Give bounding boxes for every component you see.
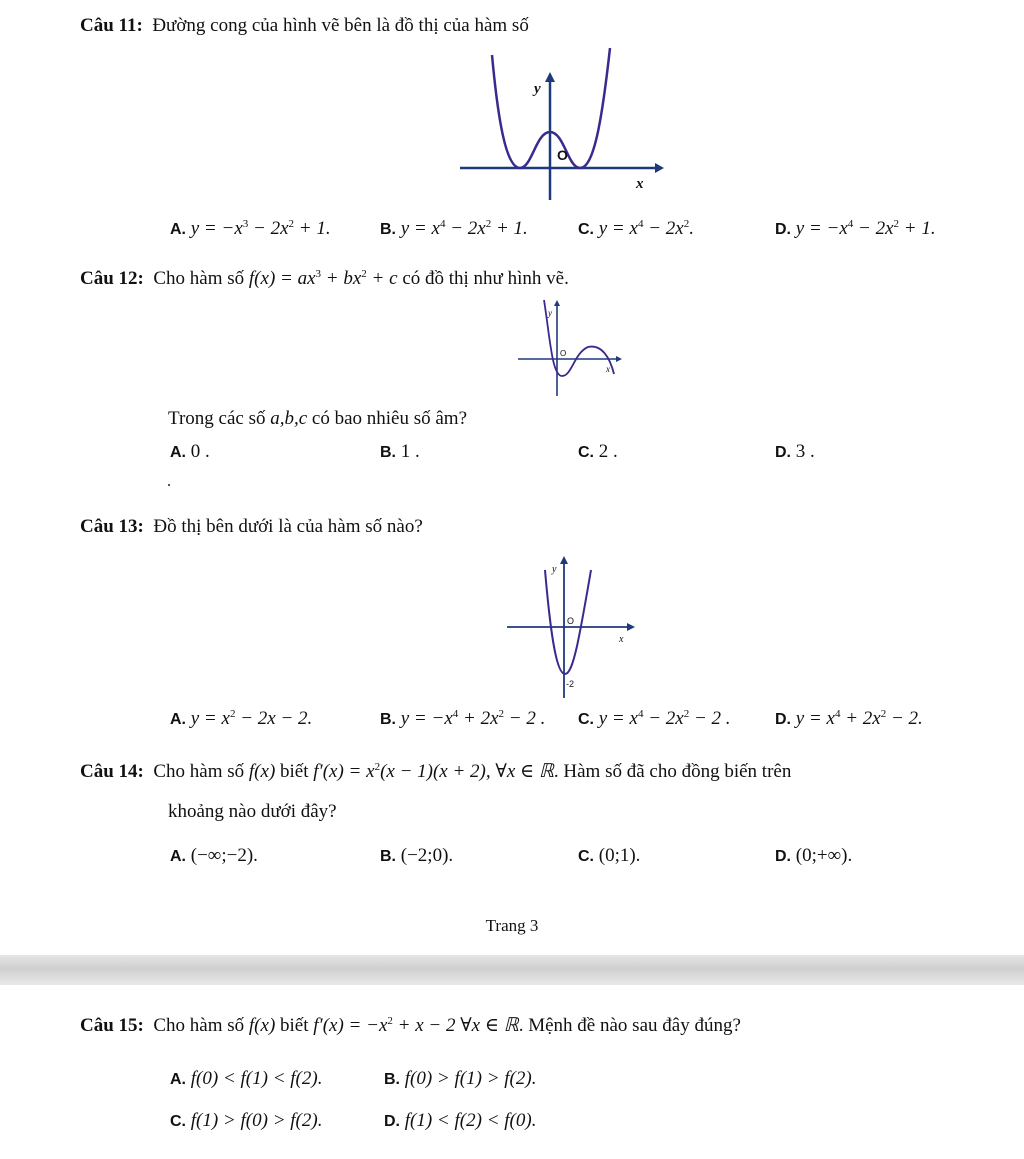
q15-derivative: f′(x) = −x	[313, 1015, 388, 1036]
option-label: C.	[578, 444, 594, 461]
q15-option-a[interactable]: A. f(0) < f(1) < f(2).	[170, 1068, 323, 1089]
q11-text: Đường cong của hình vẽ bên là đồ thị của hàm số	[152, 15, 529, 36]
option-label: B.	[380, 711, 396, 728]
q14-option-d[interactable]: D. (0;+∞).	[775, 845, 853, 866]
q11-label: Câu 11:	[80, 15, 143, 36]
q11-option-b[interactable]: B. $y = x^4 - 2x^2 + 1$.	[380, 218, 528, 239]
q11-x-label: x	[636, 176, 644, 192]
option-label: D.	[775, 444, 791, 461]
q13-min-label: -2	[566, 679, 575, 689]
q13-option-a[interactable]: A. $y = x^2 - 2x - 2$.	[170, 708, 313, 729]
q13-heading	[80, 516, 423, 538]
q13-label: Câu 13:	[80, 516, 144, 537]
q12-origin-label: O	[560, 349, 567, 358]
page-break	[0, 955, 1024, 985]
q11-origin-label: O	[557, 147, 568, 163]
q13-y-label: y	[552, 564, 557, 575]
q14-text-line2: khoảng nào dưới đây?	[168, 801, 337, 822]
q13-x-label: x	[619, 634, 624, 645]
q11-heading	[80, 15, 529, 37]
q13-option-c[interactable]: C. $y = x^4 - 2x^2 - 2$ .	[578, 708, 731, 729]
q14-derivative: f′(x) = x	[313, 761, 375, 782]
option-label: D.	[775, 221, 791, 238]
q11-option-a[interactable]: A. $y = -x^3 - 2x^2 + 1$.	[170, 218, 331, 239]
q15-option-c[interactable]: C. f(1) > f(0) > f(2).	[170, 1110, 323, 1131]
option-label: B.	[380, 848, 396, 865]
option-label: B.	[384, 1071, 400, 1088]
q12-question: Trong các số a,b,c có bao nhiêu số âm?	[168, 408, 468, 429]
page-footer: Trang 3	[485, 916, 539, 935]
q14-label: Câu 14:	[80, 761, 144, 782]
option-label: C.	[578, 221, 594, 238]
q12-y-label: y	[548, 308, 552, 318]
q11-y-label: y	[534, 81, 541, 97]
option-label: B.	[380, 444, 396, 461]
q13-text: Đồ thị bên dưới là của hàm số nào?	[153, 516, 423, 537]
q14-option-a[interactable]: A. (−∞;−2).	[170, 845, 258, 866]
q14-option-b[interactable]: B. (−2;0).	[380, 845, 454, 866]
q12-x-label: x	[606, 364, 610, 374]
option-label: A.	[170, 444, 186, 461]
option-label: C.	[578, 711, 594, 728]
option-label: A.	[170, 1071, 186, 1088]
option-label: A.	[170, 848, 186, 865]
q14-option-c[interactable]: C. (0;1).	[578, 845, 641, 866]
q15-heading: Câu 15: Cho hàm số f(x) biết $f'(x) = -x^2 + x - 2$ ∀x ∈ ℝ. Mệnh đề nào sau đây đúng?	[80, 1015, 741, 1036]
q11-graph	[460, 40, 680, 200]
q15-option-d[interactable]: D. f(1) < f(2) < f(0).	[384, 1110, 537, 1131]
option-label: D.	[775, 711, 791, 728]
q12-function: f(x) = ax	[248, 268, 316, 289]
q12-heading: Câu 12: Cho hàm số $f(x) = ax^3 + bx^2 + c$ có đồ thị như hình vẽ.	[80, 268, 569, 289]
q12-option-d[interactable]: D. 3 .	[775, 441, 815, 462]
q15-label: Câu 15:	[80, 1015, 144, 1036]
option-label: C.	[170, 1113, 186, 1130]
q14-heading: Câu 14: Cho hàm số f(x) biết $f'(x) = x^2(x - 1)(x + 2)$, ∀x ∈ ℝ. Hàm số đã cho đồng biến trên	[80, 761, 792, 782]
q11-option-c[interactable]: C. $y = x^4 - 2x^2$.	[578, 218, 694, 239]
option-label: C.	[578, 848, 594, 865]
q12-option-c[interactable]: C. 2 .	[578, 441, 618, 462]
option-label: A.	[170, 711, 186, 728]
q13-option-d[interactable]: D. $y = x^4 + 2x^2 - 2$.	[775, 708, 923, 729]
q13-graph	[505, 550, 645, 700]
stray-dot	[168, 484, 170, 486]
option-label: A.	[170, 221, 186, 238]
option-label: D.	[384, 1113, 400, 1130]
q12-option-b[interactable]: B. 1 .	[380, 441, 420, 462]
q13-origin-label: O	[567, 616, 575, 626]
q13-option-b[interactable]: B. $y = -x^4 + 2x^2 - 2$ .	[380, 708, 546, 729]
option-label: B.	[380, 221, 396, 238]
q12-label: Câu 12:	[80, 268, 144, 289]
q12-option-a[interactable]: A. 0 .	[170, 441, 210, 462]
option-label: D.	[775, 848, 791, 865]
q12-graph	[510, 298, 630, 398]
q15-option-b[interactable]: B. f(0) > f(1) > f(2).	[384, 1068, 537, 1089]
q11-option-d[interactable]: D. $y = -x^4 - 2x^2 + 1$.	[775, 218, 936, 239]
